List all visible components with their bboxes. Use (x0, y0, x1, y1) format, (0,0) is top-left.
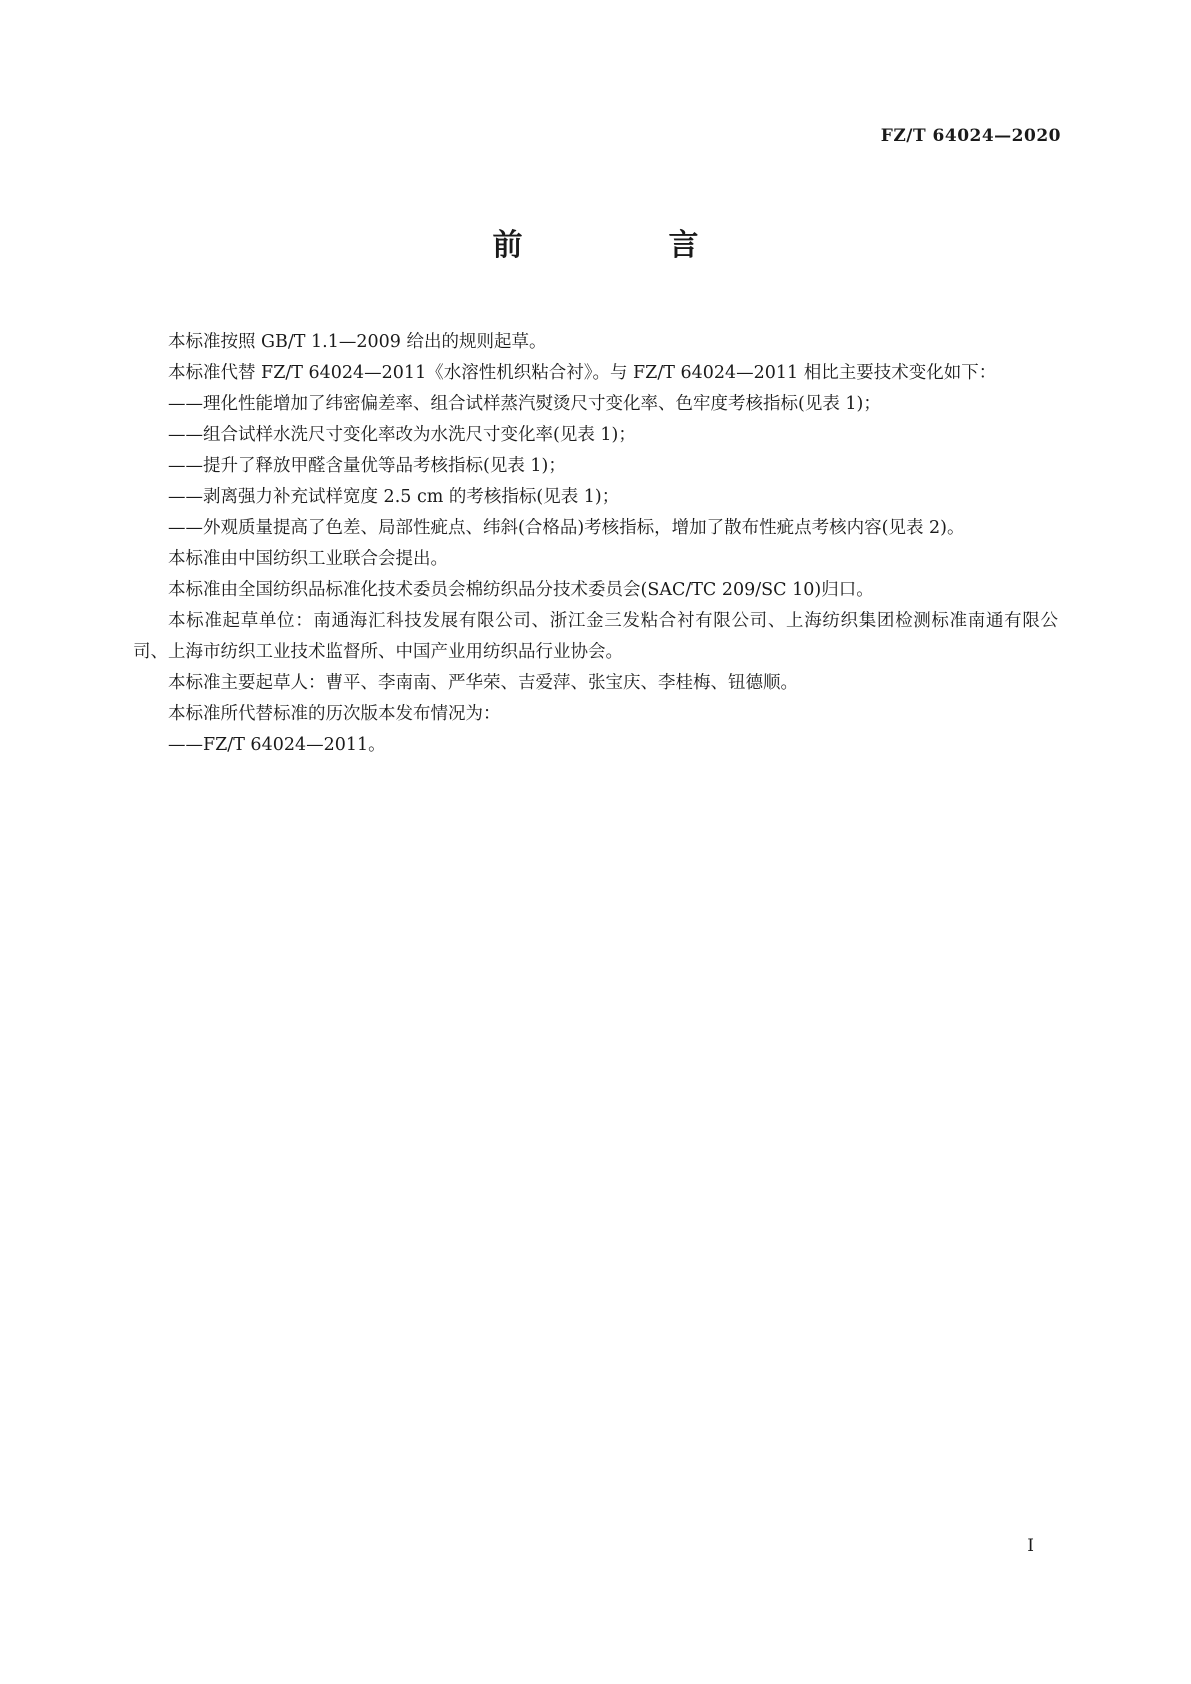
paragraph-administrator: 本标准由全国纺织品标准化技术委员会棉纺织品分技术委员会(SAC/TC 209/SC 10)归口。 (168, 580, 874, 600)
paragraph-drafting-rules: 本标准按照 GB/T 1.1—2009 给出的规则起草。 (168, 332, 547, 352)
paragraph-version-history: 本标准所代替标准的历次版本发布情况为： (168, 704, 501, 724)
page-number: I (1027, 1536, 1034, 1556)
page-title: 前 言 (492, 228, 757, 263)
document-body (133, 327, 1058, 761)
change-item: ——理化性能增加了纬密偏差率、组合试样蒸汽熨烫尺寸变化率、色牢度考核指标(见表 1)； (168, 394, 881, 414)
change-item: ——剥离强力补充试样宽度 2.5 cm 的考核指标(见表 1)； (168, 487, 620, 507)
paragraph-drafting-units: 本标准起草单位：南通海汇科技发展有限公司、浙江金三发粘合衬有限公司、上海纺织集团检测标准南通有限公司、上海市纺织工业技术监督所、中国产业用纺织品行业协会。 (133, 611, 1058, 662)
change-item: ——外观质量提高了色差、局部性疵点、纬斜(合格品)考核指标，增加了散布性疵点考核内容(见表 2)。 (168, 518, 965, 538)
paragraph-proposer: 本标准由中国纺织工业联合会提出。 (168, 549, 448, 569)
history-item: ——FZ/T 64024—2011。 (168, 735, 386, 755)
paragraph-replacement: 本标准代替 FZ/T 64024—2011《水溶性机织粘合衬》。与 FZ/T 64024—2011 相比主要技术变化如下： (168, 363, 997, 383)
change-item: ——组合试样水洗尺寸变化率改为水洗尺寸变化率(见表 1)； (168, 425, 636, 445)
standard-code: FZ/T 64024—2020 (880, 126, 1061, 146)
change-item: ——提升了释放甲醛含量优等品考核指标(见表 1)； (168, 456, 566, 476)
paragraph-drafters: 本标准主要起草人：曹平、李南南、严华荣、吉爱萍、张宝庆、李桂梅、钮德顺。 (168, 673, 798, 693)
